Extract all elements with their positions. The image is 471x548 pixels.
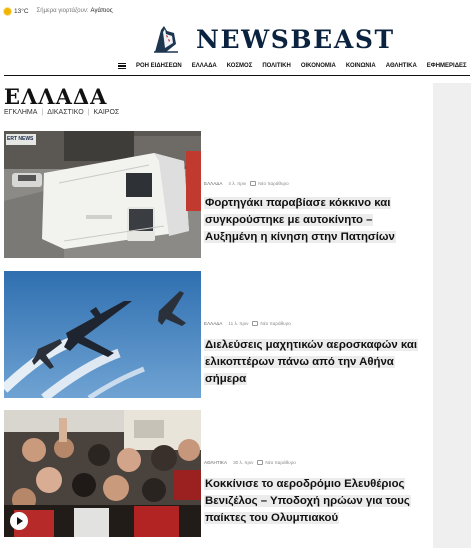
article-thumbnail[interactable] (4, 131, 201, 258)
article-category[interactable]: ΑΘΛΗΤΙΚΑ (204, 460, 228, 465)
article-card[interactable] (4, 271, 424, 398)
subnav-separator: | (87, 109, 90, 116)
article-category[interactable]: ΕΛΛΑΔΑ (204, 321, 223, 326)
article-card[interactable] (4, 410, 424, 537)
article-time: 30 λ. πριν (233, 460, 254, 465)
shark-icon (152, 24, 180, 54)
article-time: 4 λ. πριν (228, 181, 247, 186)
open-new-window-label[interactable]: Νέο παράθυρο (265, 460, 296, 465)
jets-photo (4, 271, 201, 398)
sidebar-ad-slot (433, 83, 471, 548)
article-category[interactable]: ΕΛΛΑΔΑ (204, 181, 223, 186)
article-headline-text[interactable]: Κοκκίνισε το αεροδρόμιο Ελευθέριος Βενιζέλος – Υποδοχή ηρώων για τους παίκτες του Ολυμπιακού (205, 478, 410, 525)
thumbnail-overlay-text: ERT NEWS (7, 136, 34, 142)
article-meta (204, 321, 291, 326)
article-thumbnail[interactable] (4, 271, 201, 398)
nav-item-world[interactable]: ΚΟΣΜΟΣ (226, 63, 253, 69)
nav-item-politics[interactable]: ΠΟΛΙΤΙΚΗ (262, 63, 291, 69)
nav-item-economy[interactable]: ΟΙΚΟΝΟΜΙΑ (300, 63, 336, 69)
article-headline[interactable] (204, 476, 419, 527)
airport-crowd-photo (4, 410, 201, 537)
temperature: 13°C (14, 7, 29, 15)
nameday-value[interactable]: Αγάπιος (90, 8, 113, 14)
play-video-icon[interactable] (10, 512, 28, 530)
article-time: 11 λ. πριν (228, 321, 249, 326)
menu-icon[interactable] (118, 63, 126, 70)
subnav-item-crime[interactable]: ΕΓΚΛΗΜΑ (4, 109, 38, 116)
nav-item-society[interactable]: ΚΟΙΝΩΝΙΑ (345, 63, 376, 69)
nav-item-sports[interactable]: ΑΘΛΗΤΙΚΑ (385, 63, 417, 69)
main-nav (118, 60, 467, 72)
subnav-item-judicial[interactable]: ΔΙΚΑΣΤΙΚΟ (47, 109, 84, 116)
nav-item-newspapers[interactable]: ΕΦΗΜΕΡΙΔΕΣ (426, 63, 467, 69)
open-new-window-label[interactable]: Νέο παράθυρο (260, 321, 291, 326)
article-meta (204, 181, 289, 186)
article-card[interactable] (4, 131, 424, 258)
article-headline[interactable] (204, 337, 419, 388)
article-meta (204, 460, 296, 465)
weather-sun-icon (4, 8, 11, 15)
section-title: ΕΛΛΑΔΑ (4, 84, 108, 109)
brand-name: NEWSBEAST (196, 24, 395, 54)
new-window-icon[interactable] (257, 460, 263, 465)
new-window-icon[interactable] (250, 181, 256, 186)
nameday-label: Σήμερα γιορτάζουν: (36, 8, 89, 14)
article-headline[interactable] (204, 195, 419, 246)
subnav-separator: | (41, 109, 44, 116)
van-crash-photo (4, 131, 201, 258)
new-window-icon[interactable] (252, 321, 258, 326)
article-thumbnail[interactable] (4, 410, 201, 537)
article-headline-text[interactable]: Φορτηγάκι παραβίασε κόκκινο και συγκρούστηκε με αυτοκίνητο – Αυξημένη η κίνηση στην Πατησίων (205, 197, 395, 244)
section-subnav (4, 109, 119, 116)
header-divider (4, 75, 470, 76)
nav-item-news-feed[interactable]: ΡΟΗ ΕΙΔΗΣΕΩΝ (136, 63, 182, 69)
nav-item-greece[interactable]: ΕΛΛΑΔΑ (191, 63, 217, 69)
open-new-window-label[interactable]: Νέο παράθυρο (258, 181, 289, 186)
article-headline-text[interactable]: Διελεύσεις μαχητικών αεροσκαφών και ελικοπτέρων πάνω από την Αθήνα σήμερα (205, 339, 417, 386)
subnav-item-weather[interactable]: ΚΑΙΡΟΣ (93, 109, 120, 116)
site-logo[interactable] (152, 22, 395, 56)
top-info-bar (4, 5, 113, 17)
